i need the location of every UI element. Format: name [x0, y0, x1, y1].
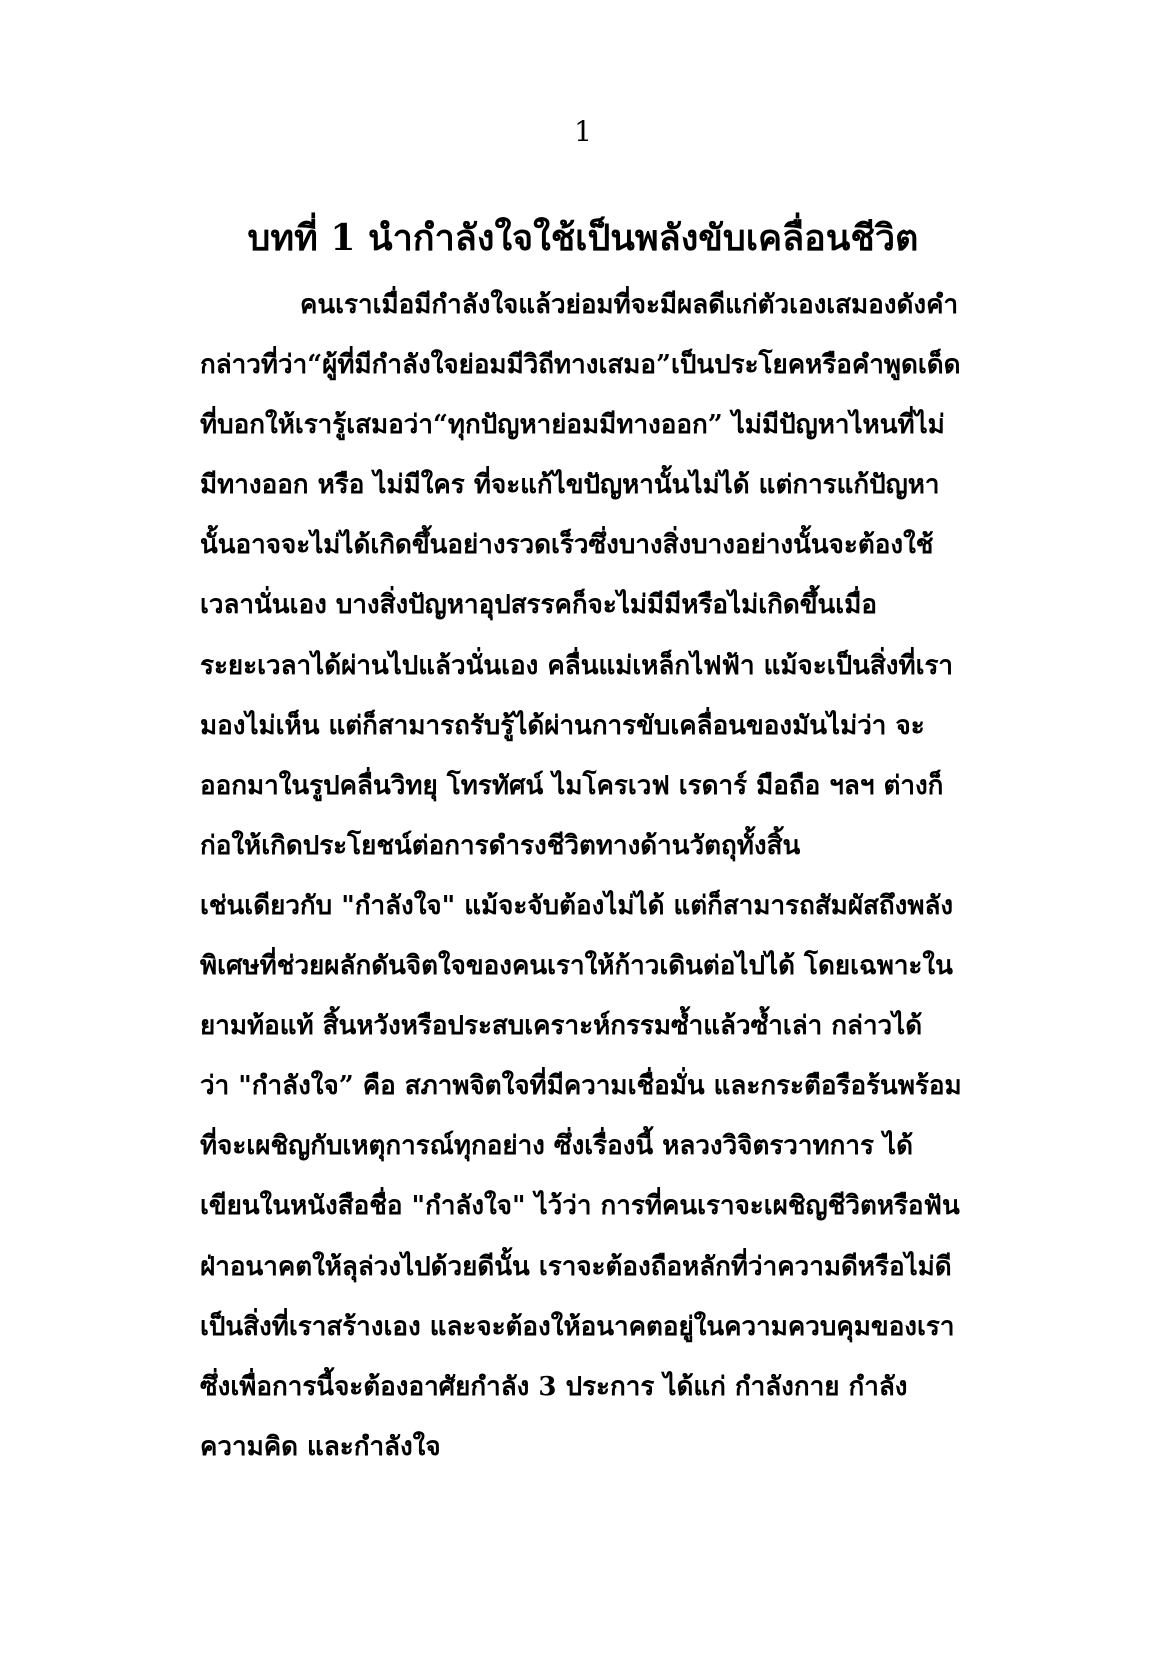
paragraph-line: ซึ่งเพื่อการนี้จะต้องอาศัยกำลัง 3 ประการ ได้แก่ กำลังกาย กำลัง	[200, 1371, 908, 1402]
page-number: 1	[574, 115, 592, 148]
chapter-title: บทที่ 1 นำกำลังใจใช้เป็นพลังขับเคลื่อนชีวิต	[247, 217, 919, 259]
paragraph-line: ว่า "กำลังใจ” คือ สภาพจิตใจที่มีความเชื่อมั่น และกระตือรือร้นพร้อม	[200, 1071, 962, 1102]
paragraph-line: ออกมาในรูปคลื่นวิทยุ โทรทัศน์ ไมโครเวฟ เรดาร์ มือถือ ฯลฯ ต่างก็	[200, 770, 944, 801]
paragraph-line: ที่บอกให้เรารู้เสมอว่า“ทุกปัญหาย่อมมีทางออก” ไม่มีปัญหาไหนที่ไม่	[200, 410, 945, 441]
paragraph-line: ฝ่าอนาคตให้ลุล่วงไปด้วยดีนั้น เราจะต้องถือหลักที่ว่าความดีหรือไม่ดี	[200, 1251, 952, 1282]
paragraph-line: ยามท้อแท้ สิ้นหวังหรือประสบเคราะห์กรรมซ้ำแล้วซ้ำเล่า กล่าวได้	[200, 1011, 923, 1042]
body-text	[200, 275, 970, 1477]
paragraph-line: เช่นเดียวกับ "กำลังใจ" แม้จะจับต้องไม่ได้ แต่ก็สามารถสัมผัสถึงพลัง	[200, 890, 954, 921]
paragraph-line: มีทางออก หรือ ไม่มีใคร ที่จะแก้ไขปัญหานั้นไม่ได้ แต่การแก้ปัญหา	[200, 470, 940, 501]
paragraph-line: ความคิด และกำลังใจ	[200, 1431, 441, 1462]
paragraph-line: ก่อให้เกิดประโยชน์ต่อการดำรงชีวิตทางด้านวัตถุทั้งสิ้น	[200, 830, 801, 861]
paragraph-line: เขียนในหนังสือชื่อ "กำลังใจ" ไว้ว่า การที่คนเราจะเผชิญชีวิตหรือฟัน	[200, 1191, 960, 1222]
paragraph-line: กล่าวที่ว่า“ผู้ที่มีกำลังใจย่อมมีวิถีทางเสมอ”เป็นประโยคหรือคำพูดเด็ด	[200, 350, 961, 381]
paragraph-line: ที่จะเผชิญกับเหตุการณ์ทุกอย่าง ซึ่งเรื่องนี้ หลวงวิจิตรวาทการ ได้	[200, 1131, 913, 1162]
paragraph-line: เป็นสิ่งที่เราสร้างเอง และจะต้องให้อนาคตอยู่ในความควบคุมของเรา	[200, 1311, 955, 1342]
paragraph-line: คนเราเมื่อมีกำลังใจแล้วย่อมที่จะมีผลดีแก่ตัวเองเสมองดังคำ	[300, 290, 959, 320]
paragraph-line: เวลานั่นเอง บางสิ่งปัญหาอุปสรรคก็จะไม่มีมีหรือไม่เกิดขึ้นเมื่อ	[200, 590, 877, 621]
paragraph-line: พิเศษที่ช่วยผลักดันจิตใจของคนเราให้ก้าวเดินต่อไปได้ โดยเฉพาะใน	[200, 951, 953, 982]
paragraph-line: มองไม่เห็น แต่ก็สามารถรับรู้ได้ผ่านการขับเคลื่อนของมันไม่ว่า จะ	[200, 710, 925, 741]
paragraph-line: ระยะเวลาได้ผ่านไปแล้วนั่นเอง คลื่นแม่เหล็กไฟฟ้า แม้จะเป็นสิ่งที่เรา	[200, 650, 954, 681]
paragraph-line: นั้นอาจจะไม่ได้เกิดขึ้นอย่างรวดเร็วซึ่งบางสิ่งบางอย่างนั้นจะต้องใช้	[200, 530, 934, 561]
